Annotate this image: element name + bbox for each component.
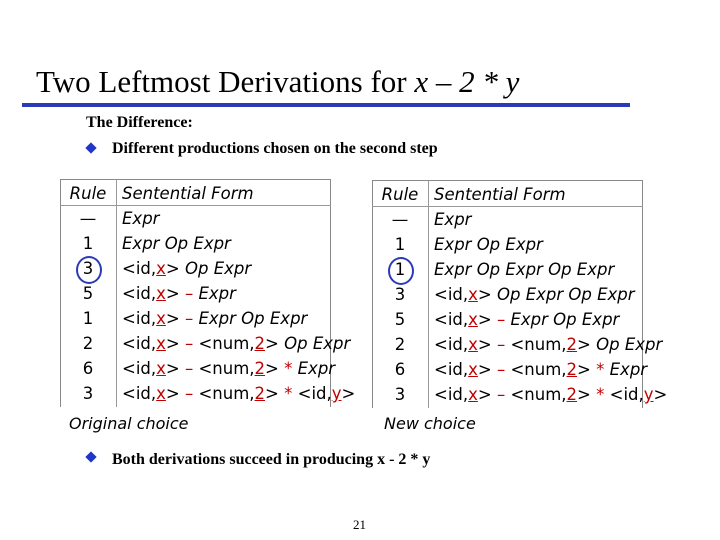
sentential-form-cell: <id,x> – <num,2> Op Expr bbox=[434, 335, 663, 354]
header-sentential-form: Sentential Form bbox=[122, 184, 254, 203]
sentential-form-cell: <id,x> Op Expr Op Expr bbox=[434, 285, 635, 304]
title-expression: x – 2 * y bbox=[414, 64, 520, 99]
sentential-form-cell: <id,x> – Expr Op Expr bbox=[122, 309, 308, 328]
rule-cell: 1 bbox=[394, 235, 406, 254]
bullet-diamond-icon bbox=[85, 142, 96, 153]
header-rule: Rule bbox=[69, 184, 107, 203]
sentential-form-cell: <id,x> – <num,2> Op Expr bbox=[122, 334, 351, 353]
header-sentential-form: Sentential Form bbox=[434, 185, 566, 204]
bullet-diamond-icon bbox=[85, 451, 96, 462]
sentential-form-cell: Expr Op Expr Op Expr bbox=[434, 260, 615, 279]
rule-cell: 3 bbox=[394, 285, 406, 304]
sentential-form-cell: Expr Op Expr bbox=[434, 235, 543, 254]
caption-original-choice: Original choice bbox=[69, 414, 189, 433]
sentential-form-cell: <id,x> – <num,2> * <id,y> bbox=[122, 384, 356, 403]
caption-new-choice: New choice bbox=[384, 414, 476, 433]
rule-cell: 3 bbox=[82, 384, 94, 403]
sentential-form-cell: <id,x> – Expr Op Expr bbox=[434, 310, 620, 329]
subheading: The Difference: bbox=[86, 114, 193, 131]
rule-cell: 6 bbox=[394, 360, 406, 379]
rule-cell: 1 bbox=[82, 234, 94, 253]
rule-highlight-circle bbox=[388, 257, 414, 285]
derivation-table-original bbox=[60, 179, 356, 407]
title-underline bbox=[22, 103, 630, 107]
rule-cell: — bbox=[79, 209, 97, 228]
rule-cell: 1 bbox=[394, 260, 406, 279]
rule-cell: 2 bbox=[82, 334, 94, 353]
bullet-text-2: Both derivations succeed in producing x - 2 * y bbox=[112, 451, 431, 468]
rule-cell: 3 bbox=[394, 385, 406, 404]
sentential-form-cell: <id,x> – Expr bbox=[122, 284, 236, 303]
sentential-form-cell: Expr bbox=[122, 209, 160, 228]
rule-cell: 1 bbox=[82, 309, 94, 328]
rule-cell: 5 bbox=[82, 284, 94, 303]
derivation-table-new bbox=[372, 180, 668, 408]
rule-cell: — bbox=[391, 210, 409, 229]
rule-highlight-circle bbox=[76, 256, 102, 284]
sentential-form-cell: <id,x> – <num,2> * Expr bbox=[122, 359, 336, 378]
sentential-form-cell: <id,x> – <num,2> * Expr bbox=[434, 360, 648, 379]
rule-cell: 2 bbox=[394, 335, 406, 354]
bullet-text-1: Different productions chosen on the second step bbox=[112, 140, 438, 157]
sentential-form-cell: <id,x> Op Expr bbox=[122, 259, 252, 278]
sentential-form-cell: Expr bbox=[434, 210, 472, 229]
page-number: 21 bbox=[353, 517, 366, 532]
header-rule: Rule bbox=[381, 185, 419, 204]
slide-title: Two Leftmost Derivations for x – 2 * y bbox=[36, 64, 520, 99]
rule-cell: 5 bbox=[394, 310, 406, 329]
sentential-form-cell: <id,x> – <num,2> * <id,y> bbox=[434, 385, 668, 404]
sentential-form-cell: Expr Op Expr bbox=[122, 234, 231, 253]
rule-cell: 6 bbox=[82, 359, 94, 378]
rule-cell: 3 bbox=[82, 259, 94, 278]
